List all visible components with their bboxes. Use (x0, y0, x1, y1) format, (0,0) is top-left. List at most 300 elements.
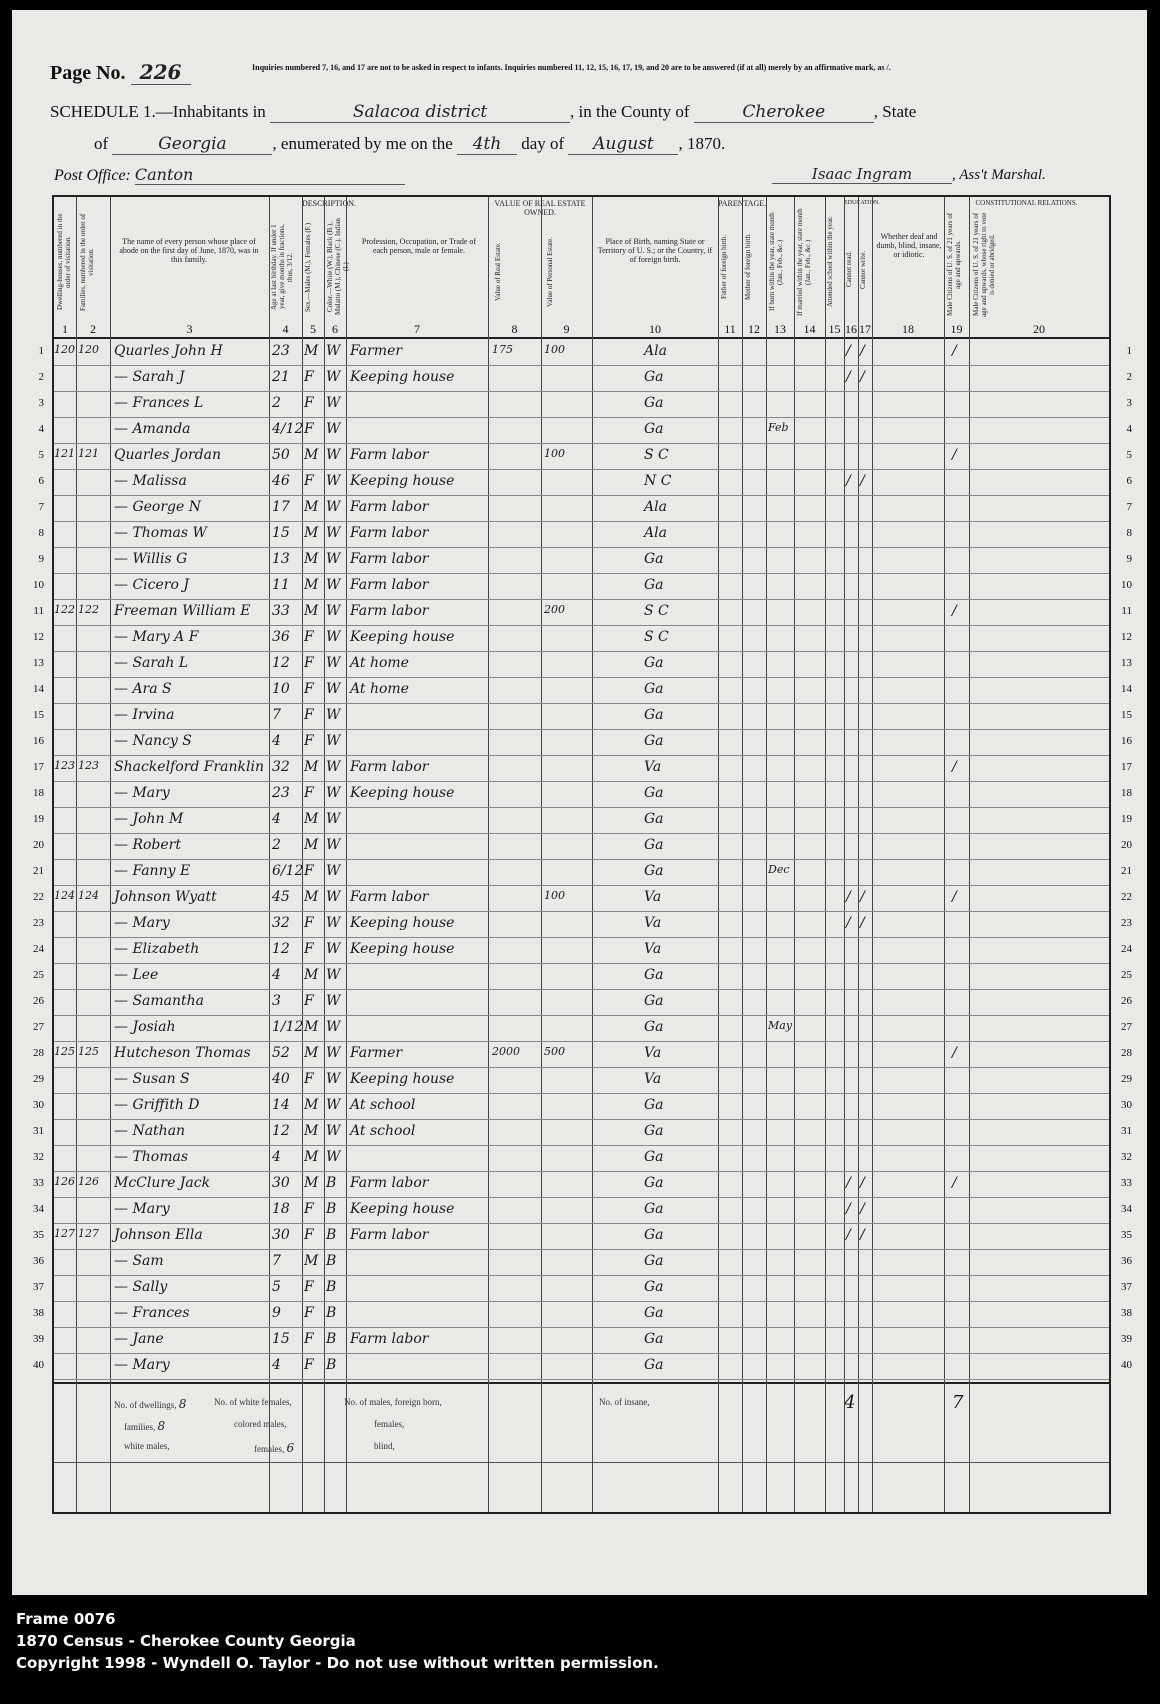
col6-header: Color.—White (W.), Black (B.), Mulatto (M.), Chinese (C.), Indian (I.) (326, 218, 350, 316)
cell-name: Johnson Wyatt (114, 889, 217, 905)
cell-occ: Farm labor (350, 1227, 429, 1243)
cell-sex: M (304, 1123, 319, 1139)
cell-sex: F (304, 681, 314, 697)
cell-color: W (326, 1045, 341, 1061)
cell-age: 4 (272, 811, 281, 827)
cell-dw: 123 (54, 759, 75, 772)
cell-age: 23 (272, 343, 290, 359)
cell-birth: Ga (644, 811, 664, 827)
row-number: 17 (33, 761, 44, 773)
cell-age: 33 (272, 603, 290, 619)
cell-name: — Sarah J (114, 369, 185, 385)
cell-name: — Robert (114, 837, 181, 853)
row-number: 26 (33, 995, 44, 1007)
cell-birth: Ga (644, 577, 664, 593)
row-number-right: 29 (1121, 1073, 1132, 1085)
cell-c16: / (846, 915, 851, 931)
cell-dw: 126 (54, 1175, 75, 1188)
cell-sex: M (304, 447, 319, 463)
cell-age: 4/12 (272, 421, 304, 437)
cell-occ: Keeping house (350, 1071, 455, 1087)
parentage-header: PARENTAGE. (718, 199, 767, 208)
cell-age: 2 (272, 395, 281, 411)
cell-sex: M (304, 967, 319, 983)
census-table (33, 195, 1132, 1514)
row-number-right: 27 (1121, 1021, 1132, 1033)
cell-c17: / (860, 1227, 865, 1243)
row-number: 9 (38, 553, 44, 565)
cell-age: 45 (272, 889, 290, 905)
row-number-right: 6 (1126, 475, 1132, 487)
cell-name: — Nancy S (114, 733, 192, 749)
page-number: Page No. 226 (50, 60, 191, 85)
cell-occ: At school (350, 1123, 416, 1139)
cell-birth: Ga (644, 1357, 664, 1373)
cell-name: Shackelford Franklin (114, 759, 264, 775)
cell-sex: F (304, 707, 314, 723)
cell-color: W (326, 525, 341, 541)
cell-pe: 100 (544, 343, 565, 356)
col13-header: If born within the year, state month (Jan., Feb., &c.) (768, 212, 784, 312)
row-number: 7 (38, 501, 44, 513)
row-number: 30 (33, 1099, 44, 1111)
row-number-right: 13 (1121, 657, 1132, 669)
cell-age: 7 (272, 1253, 281, 1269)
cell-name: Hutcheson Thomas (114, 1045, 251, 1061)
cell-name: Quarles John H (114, 343, 223, 359)
row-number: 31 (33, 1125, 44, 1137)
cell-sex: F (304, 1071, 314, 1087)
cell-age: 7 (272, 707, 281, 723)
cell-color: W (326, 889, 341, 905)
cell-occ: At school (350, 1097, 416, 1113)
cell-color: W (326, 993, 341, 1009)
cell-name: — Josiah (114, 1019, 176, 1035)
cell-sex: M (304, 1097, 319, 1113)
cell-birth: Ga (644, 707, 664, 723)
row-number: 14 (33, 683, 44, 695)
cell-color: W (326, 811, 341, 827)
column-number: 11 (724, 322, 736, 336)
instruction-note: Inquiries numbered 7, 16, and 17 are not to be asked in respect to infants. Inquiries numbered 11, 12, 15, 16, 17, 19, and 20 are to be answered (if at all) merely by an affirmative mark, as /. (252, 63, 891, 72)
col10-header: Place of Birth, naming State or Territory of U. S.; or the Country, if of foreign birth. (597, 237, 713, 264)
cell-age: 2 (272, 837, 281, 853)
column-number: 2 (90, 322, 96, 336)
cell-sex: M (304, 1149, 319, 1165)
row-number: 38 (33, 1307, 44, 1319)
row-number: 12 (33, 631, 44, 643)
row-number-right: 22 (1121, 891, 1132, 903)
cell-age: 12 (272, 941, 290, 957)
col5-header: Sex.—Males (M.), Females (F.) (304, 222, 312, 312)
col14-header: If married within the year, state month (Jan., Feb., &c.) (796, 208, 812, 316)
cell-birth: Ga (644, 1123, 664, 1139)
row-number-right: 2 (1126, 371, 1132, 383)
col9-header: Value of Personal Estate. (546, 237, 554, 307)
cell-color: W (326, 837, 341, 853)
cell-c16: / (846, 1175, 851, 1191)
row-number: 28 (33, 1047, 44, 1059)
cell-name: — Ara S (114, 681, 172, 697)
row-number: 22 (33, 891, 44, 903)
cell-age: 30 (272, 1227, 290, 1243)
column-number: 13 (774, 322, 786, 336)
frame-label: Frame 0076 (16, 1610, 116, 1628)
cell-c17: / (860, 1175, 865, 1191)
cell-color: B (326, 1279, 337, 1295)
row-number: 1 (38, 345, 44, 357)
row-number-right: 36 (1121, 1255, 1132, 1267)
cell-birth: Ala (644, 525, 667, 541)
cell-pe: 200 (544, 603, 565, 616)
cell-occ: Keeping house (350, 941, 455, 957)
col20-header: Male Citizens of U. S. of 21 years of age and upwards, whose right to vote is denied or abridged. (972, 212, 996, 317)
row-number-right: 15 (1121, 709, 1132, 721)
row-number-right: 7 (1126, 501, 1132, 513)
cell-color: W (326, 1149, 341, 1165)
cell-age: 3 (272, 993, 281, 1009)
row-number-right: 40 (1121, 1359, 1132, 1371)
cell-name: — Susan S (114, 1071, 190, 1087)
tally-white-males: white males, (124, 1441, 170, 1451)
cell-name: — Sam (114, 1253, 164, 1269)
cell-color: W (326, 577, 341, 593)
row-number-right: 18 (1121, 787, 1132, 799)
row-number-right: 25 (1121, 969, 1132, 981)
cell-age: 36 (272, 629, 290, 645)
col17-header: Cannot write. (859, 250, 867, 289)
cell-occ: Farm labor (350, 551, 429, 567)
cell-birth: Ga (644, 837, 664, 853)
cell-c17: / (860, 915, 865, 931)
cell-name: — Mary (114, 1201, 170, 1217)
row-number-right: 12 (1121, 631, 1132, 643)
cell-fam: 121 (78, 447, 99, 460)
cell-c19: / (952, 603, 957, 619)
cell-color: W (326, 655, 341, 671)
cell-c17: / (860, 473, 865, 489)
row-number-right: 10 (1121, 579, 1132, 591)
copyright-notice: Copyright 1998 - Wyndell O. Taylor - Do not use without written permission. (16, 1654, 659, 1672)
cell-fam: 124 (78, 889, 99, 902)
cell-c17: / (860, 369, 865, 385)
cell-occ: Farmer (350, 343, 403, 359)
cell-age: 13 (272, 551, 290, 567)
row-number-right: 19 (1121, 813, 1132, 825)
cell-occ: Keeping house (350, 785, 455, 801)
cell-occ: Farm labor (350, 447, 429, 463)
cell-age: 12 (272, 1123, 290, 1139)
row-number-right: 26 (1121, 995, 1132, 1007)
col1-header: Dwelling-houses, numbered in the order of visitation. (56, 213, 72, 311)
tally-insane: No. of insane, (599, 1397, 650, 1407)
cell-sex: M (304, 499, 319, 515)
schedule-line-2: of Georgia , enumerated by me on the 4th day of August , 1870. (94, 134, 726, 154)
row-number-right: 16 (1121, 735, 1132, 747)
cell-sex: F (304, 369, 314, 385)
cell-name: — Thomas (114, 1149, 189, 1165)
column-number: 3 (186, 322, 193, 336)
cell-birth: Ala (644, 343, 667, 359)
cell-occ: Farm labor (350, 577, 429, 593)
cell-name: — Samantha (114, 993, 205, 1009)
cell-occ: Farm labor (350, 499, 429, 515)
cell-birth: Va (644, 889, 662, 905)
census-sheet (12, 10, 1147, 1595)
row-number: 19 (33, 813, 44, 825)
cell-age: 9 (272, 1305, 281, 1321)
cell-color: W (326, 551, 341, 567)
row-number: 36 (33, 1255, 44, 1267)
cell-sex: M (304, 1253, 319, 1269)
cell-birth: Ga (644, 967, 664, 983)
col18-header: Whether deaf and dumb, blind, insane, or idiotic. (876, 232, 942, 259)
row-number-right: 1 (1126, 345, 1132, 357)
cell-birth: Va (644, 915, 662, 931)
cell-occ: Farm labor (350, 889, 429, 905)
column-number: 9 (563, 322, 570, 336)
cell-birth: Ga (644, 395, 664, 411)
row-number: 16 (33, 735, 44, 747)
row-number: 21 (33, 865, 44, 877)
cell-color: B (326, 1331, 337, 1347)
column-number: 14 (803, 322, 816, 336)
cell-age: 5 (272, 1279, 281, 1295)
column-number: 8 (511, 322, 518, 336)
cell-name: — Mary (114, 785, 170, 801)
cell-c13: Dec (768, 863, 790, 876)
tally-families: families, 8 (124, 1419, 166, 1433)
cell-color: B (326, 1175, 337, 1191)
row-number-right: 21 (1121, 865, 1132, 877)
cell-name: — Mary (114, 915, 170, 931)
row-number: 39 (33, 1333, 44, 1345)
cell-sex: M (304, 551, 319, 567)
cell-color: B (326, 1357, 337, 1373)
cell-birth: Ga (644, 863, 664, 879)
cell-color: W (326, 1123, 341, 1139)
cell-c13: Feb (768, 421, 789, 434)
cell-age: 6/12 (272, 863, 304, 879)
cell-re: 2000 (492, 1045, 520, 1058)
cell-sex: F (304, 395, 314, 411)
row-number-right: 9 (1126, 553, 1132, 565)
cell-age: 32 (272, 759, 290, 775)
column-number: 6 (332, 322, 338, 336)
cell-occ: Farm labor (350, 525, 429, 541)
cell-dw: 120 (54, 343, 75, 356)
row-number: 40 (33, 1359, 44, 1371)
cell-sex: M (304, 1045, 319, 1061)
cell-name: — Griffith D (114, 1097, 200, 1113)
cell-birth: Ga (644, 1305, 664, 1321)
row-number-right: 24 (1121, 943, 1132, 955)
row-number: 35 (33, 1229, 44, 1241)
row-number-right: 31 (1121, 1125, 1132, 1137)
cell-name: — Nathan (114, 1123, 186, 1139)
constitutional-header: CONSTITUTIONAL RELATIONS. (975, 199, 1078, 207)
cell-color: W (326, 369, 341, 385)
cell-sex: F (304, 629, 314, 645)
cell-name: — Jane (114, 1331, 164, 1347)
cell-age: 1/12 (272, 1019, 304, 1035)
description-header: DESCRIPTION. (302, 199, 357, 208)
cell-age: 46 (272, 473, 290, 489)
cell-name: — Irvina (114, 707, 175, 723)
row-number-right: 34 (1121, 1203, 1132, 1215)
row-number-right: 32 (1121, 1151, 1132, 1163)
row-number-right: 33 (1121, 1177, 1132, 1189)
cell-c19: / (952, 889, 957, 905)
cell-dw: 125 (54, 1045, 75, 1058)
cell-sex: M (304, 343, 319, 359)
cell-sex: M (304, 1019, 319, 1035)
cell-c16: / (846, 1227, 851, 1243)
cell-age: 4 (272, 733, 281, 749)
cell-birth: Ga (644, 369, 664, 385)
col15-header: Attended school within the year. (826, 216, 834, 308)
cell-sex: M (304, 837, 319, 853)
row-number: 11 (33, 605, 44, 617)
cell-c17: / (860, 343, 865, 359)
cell-color: W (326, 759, 341, 775)
row-number-right: 20 (1121, 839, 1132, 851)
cell-name: — Amanda (114, 421, 191, 437)
footer (16, 1608, 659, 1674)
cell-dw: 122 (54, 603, 75, 616)
row-number-right: 23 (1121, 917, 1132, 929)
cell-age: 14 (272, 1097, 290, 1113)
cell-sex: F (304, 1227, 314, 1243)
cell-c17: / (860, 889, 865, 905)
column-number: 4 (282, 322, 289, 336)
column-number: 7 (414, 322, 420, 336)
cell-color: W (326, 863, 341, 879)
col11-header: Father of foreign birth. (720, 234, 728, 300)
cell-occ: Farm labor (350, 1175, 429, 1191)
tally-colored-males: colored males, (234, 1419, 287, 1429)
cell-dw: 127 (54, 1227, 75, 1240)
cell-name: — Fanny E (114, 863, 191, 879)
cell-birth: Va (644, 1045, 662, 1061)
cell-name: — John M (114, 811, 184, 827)
schedule-line-1: SCHEDULE 1.—Inhabitants in Salacoa district , in the County of Cherokee , State (50, 102, 917, 122)
cell-age: 11 (272, 577, 290, 593)
cell-color: B (326, 1305, 337, 1321)
row-number: 2 (38, 371, 44, 383)
cell-fam: 122 (78, 603, 99, 616)
row-number-right: 28 (1121, 1047, 1132, 1059)
cell-color: W (326, 473, 341, 489)
tally-females-foreign: females, (374, 1419, 405, 1429)
cell-birth: Va (644, 1071, 662, 1087)
cell-sex: M (304, 577, 319, 593)
cell-name: McClure Jack (114, 1175, 211, 1191)
row-number: 5 (38, 449, 44, 461)
row-number-right: 35 (1121, 1229, 1132, 1241)
cell-sex: M (304, 811, 319, 827)
row-number: 8 (38, 527, 44, 539)
cell-sex: F (304, 1357, 314, 1373)
cell-occ: Keeping house (350, 473, 455, 489)
cell-occ: Farm labor (350, 603, 429, 619)
column-number: 15 (828, 322, 841, 336)
row-number: 18 (33, 787, 44, 799)
row-number: 25 (33, 969, 44, 981)
cell-color: B (326, 1201, 337, 1217)
row-number-right: 4 (1126, 423, 1132, 435)
col2-header: Families, numbered in the order of visitation. (79, 213, 95, 311)
row-number: 23 (33, 917, 44, 929)
cell-color: W (326, 785, 341, 801)
cell-color: W (326, 681, 341, 697)
cell-birth: Ga (644, 1097, 664, 1113)
cell-birth: Ga (644, 551, 664, 567)
cell-age: 52 (272, 1045, 290, 1061)
cell-c17: / (860, 1201, 865, 1217)
cell-birth: Ga (644, 785, 664, 801)
cell-occ: Farm labor (350, 1331, 429, 1347)
cell-color: W (326, 603, 341, 619)
cell-name: — Cicero J (114, 577, 189, 593)
cell-color: B (326, 1227, 337, 1243)
col19-header: Male Citizens of U. S. of 21 years of age and upwards. (946, 212, 962, 317)
marshal: Isaac Ingram , Ass't Marshal. (772, 165, 1046, 184)
column-number: 20 (1033, 322, 1045, 336)
row-number-right: 3 (1126, 397, 1132, 409)
tally-blind: blind, (374, 1441, 395, 1451)
row-number: 6 (38, 475, 44, 487)
column-number: 19 (950, 322, 963, 336)
cell-age: 21 (272, 369, 290, 385)
cell-sex: F (304, 941, 314, 957)
cell-birth: N C (644, 473, 672, 489)
tally-dwellings: No. of dwellings, 8 (114, 1397, 187, 1411)
cell-age: 12 (272, 655, 290, 671)
cell-occ: Farmer (350, 1045, 403, 1061)
cell-name: Quarles Jordan (114, 447, 221, 463)
row-number: 33 (33, 1177, 44, 1189)
cell-sex: F (304, 1279, 314, 1295)
col16-header: Cannot read. (845, 251, 853, 288)
cell-occ: Farm labor (350, 759, 429, 775)
cell-pe: 100 (544, 889, 565, 902)
row-number: 3 (38, 397, 44, 409)
cell-c16: / (846, 369, 851, 385)
cell-name: — Willis G (114, 551, 188, 567)
cell-pe: 100 (544, 447, 565, 460)
cell-name: — Mary A F (114, 629, 199, 645)
row-number-right: 38 (1121, 1307, 1132, 1319)
cell-birth: Ga (644, 1253, 664, 1269)
row-number: 32 (33, 1151, 44, 1163)
row-number-right: 5 (1126, 449, 1132, 461)
row-number-right: 11 (1121, 605, 1132, 617)
cell-pe: 500 (544, 1045, 565, 1058)
cell-age: 17 (272, 499, 290, 515)
cell-occ: At home (350, 681, 409, 697)
cell-name: — Mary (114, 1357, 170, 1373)
cell-fam: 127 (78, 1227, 99, 1240)
cell-sex: F (304, 655, 314, 671)
cell-color: W (326, 1019, 341, 1035)
cell-c19: / (952, 1175, 957, 1191)
cell-color: W (326, 499, 341, 515)
cell-name: — Elizabeth (114, 941, 200, 957)
cell-age: 40 (272, 1071, 290, 1087)
cell-birth: S C (644, 447, 669, 463)
cell-occ: Keeping house (350, 369, 455, 385)
